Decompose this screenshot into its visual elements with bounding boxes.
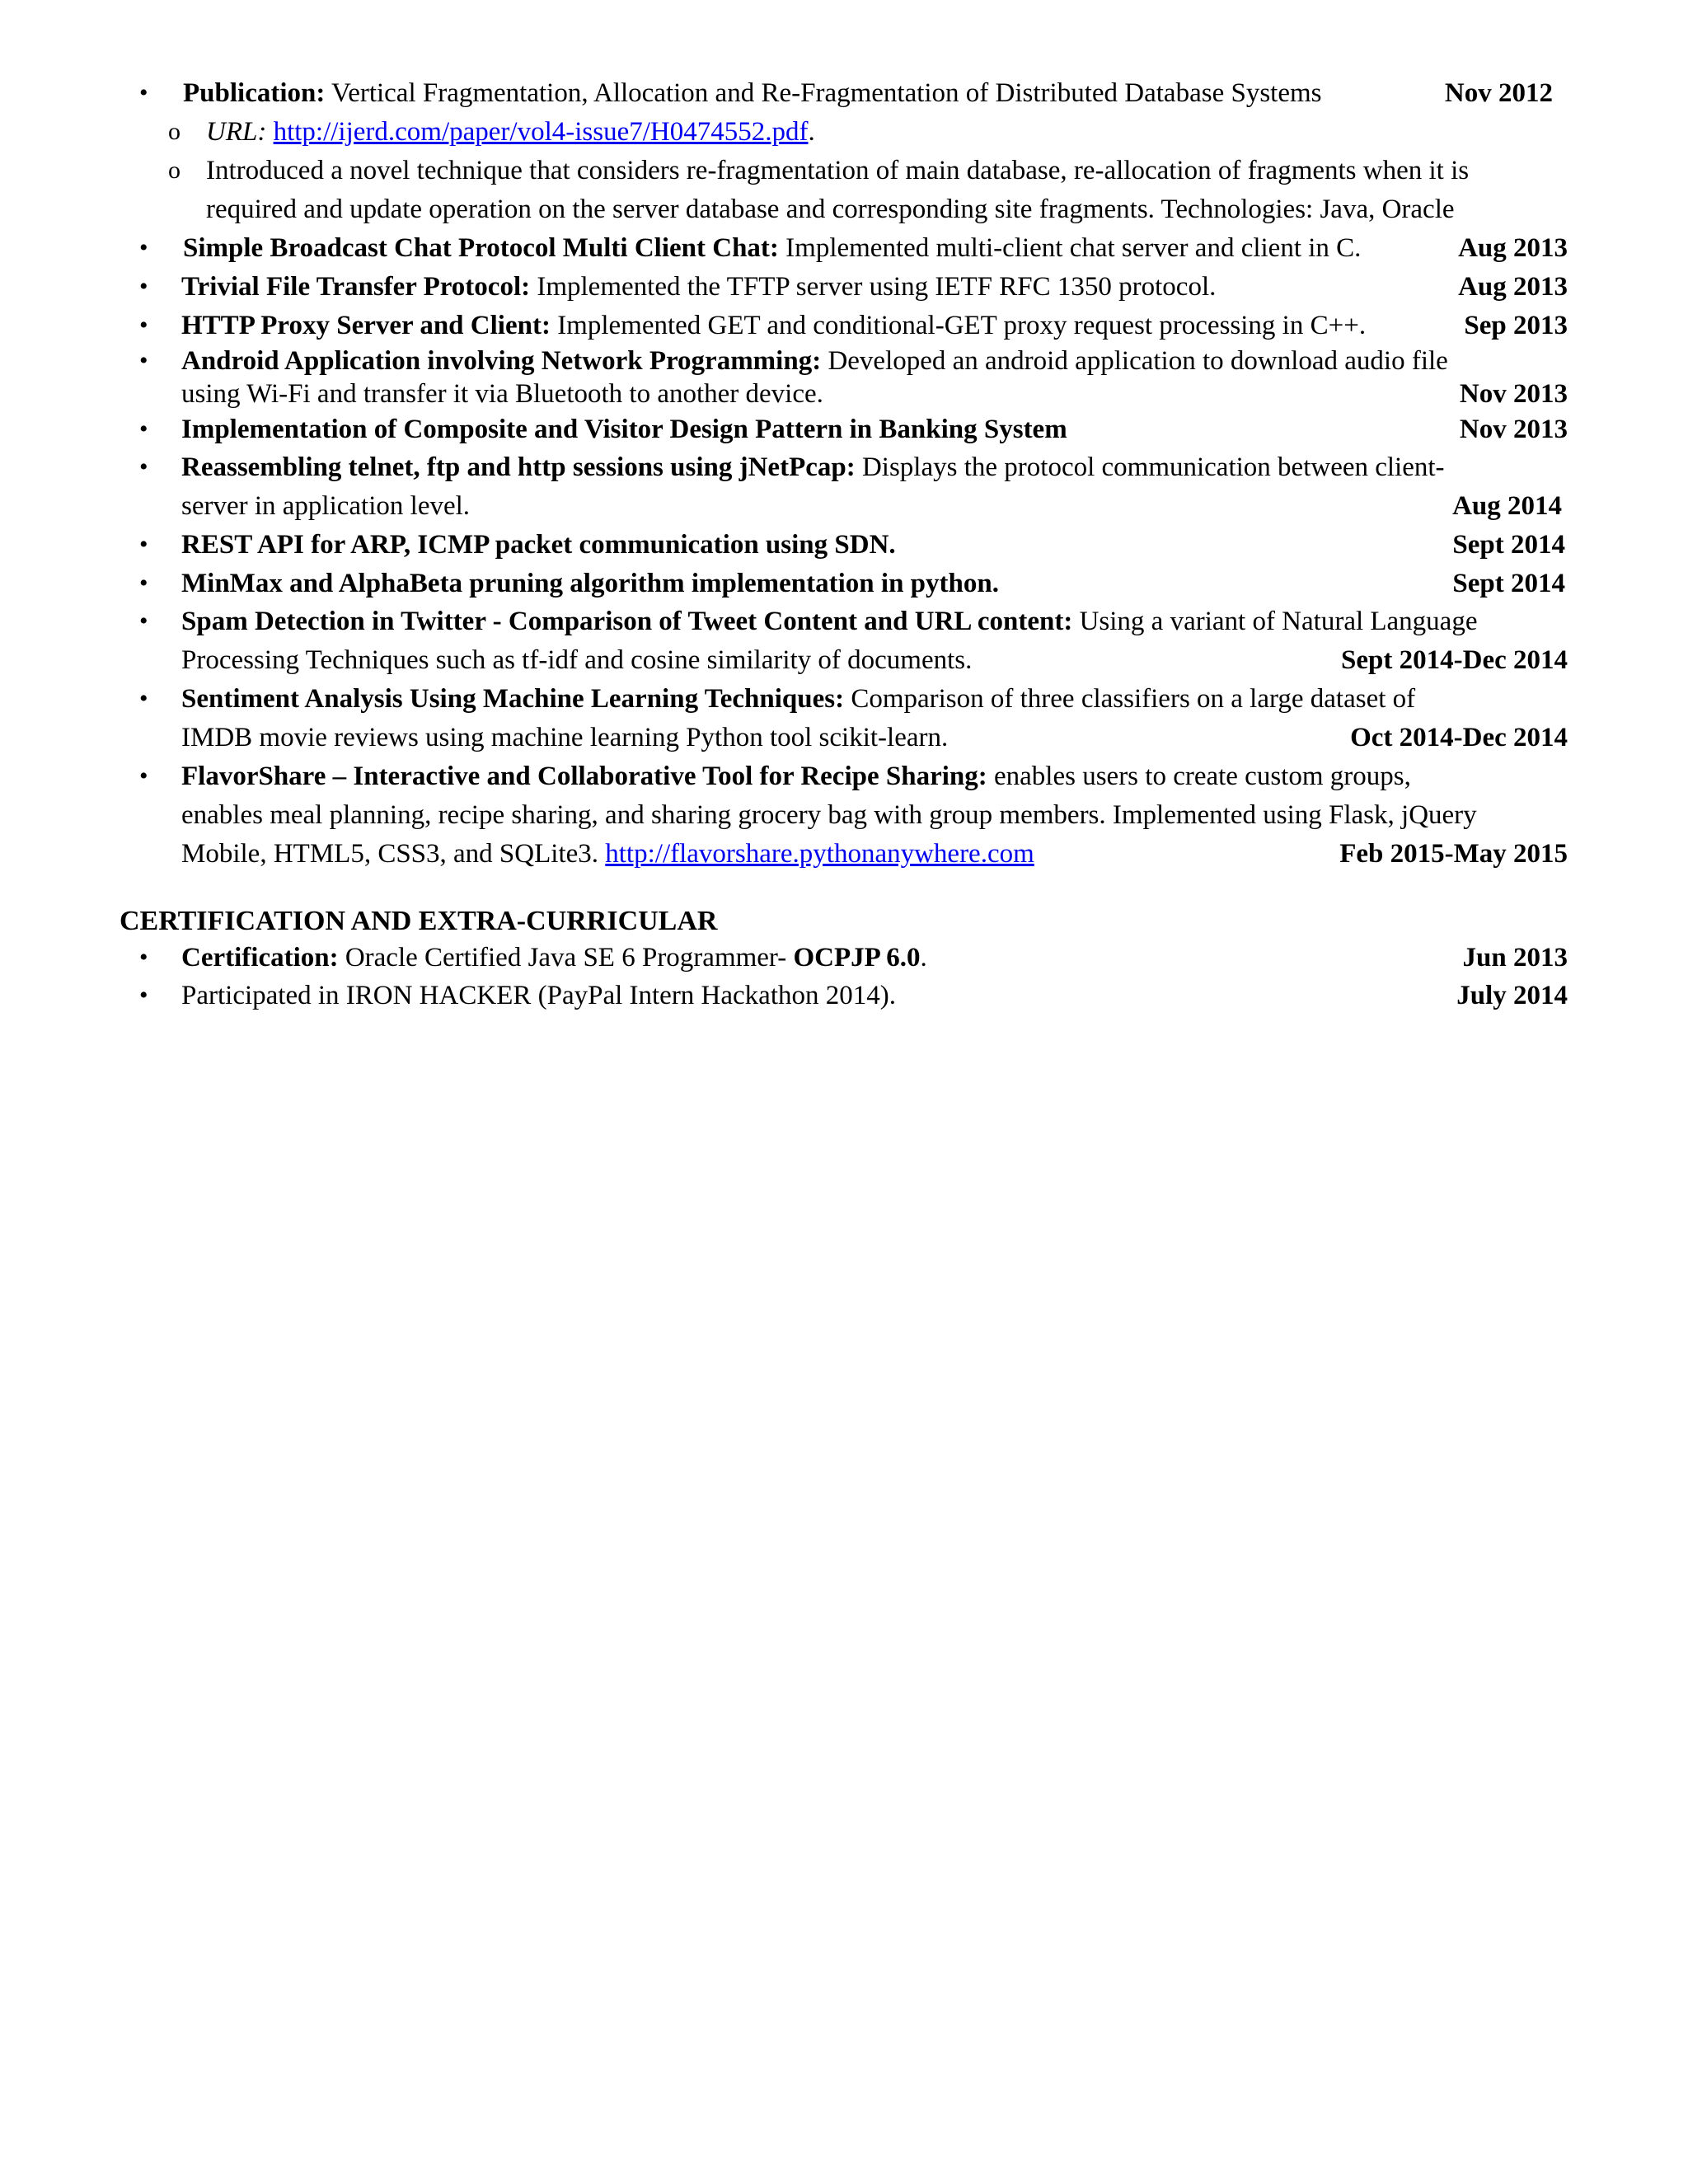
android-desc2: using Wi-Fi and transfer it via Bluetooth to another device. [181,379,823,409]
flavorshare-desc3-wrap [181,835,1034,873]
jnetpcap-item [0,448,1688,486]
bullet: • [139,982,148,1009]
android-desc1: Developed an android application to download audio file [821,346,1448,376]
publication-desc-line2 [0,190,1688,228]
publication-date: Nov 2012 [1444,78,1553,108]
publication-url-line [0,113,1688,151]
chat-date: Aug 2013 [1458,233,1568,263]
minmax-title: MinMax and AlphaBeta pruning algorithm implementation in python. [181,569,999,598]
sub-bullet: o [168,157,181,184]
flavorshare-date: Feb 2015-May 2015 [1339,839,1568,869]
flavorshare-text [181,757,1411,795]
sentiment-desc1: Comparison of three classifiers on a large dataset of [844,684,1416,714]
bullet: • [139,531,148,558]
url-suffix: . [808,117,815,147]
bullet: • [139,762,148,790]
url-label: URL: [206,117,267,147]
certification-desc: Oracle Certified Java SE 6 Programmer- [338,943,794,972]
flavorshare-desc2: enables meal planning, recipe sharing, and sharing grocery bag with group members. Implemented using Flask, jQuery [181,800,1477,830]
certification-text [181,939,927,977]
publication-desc-line1 [0,152,1688,190]
bullet: • [139,234,148,261]
tftp-item [0,268,1688,306]
proxy-desc: Implemented GET and conditional-GET proxy request processing in C++. [550,311,1367,340]
publication-desc2: required and update operation on the server database and corresponding site fragments. Technologies: Java, Oracle [206,194,1455,224]
bullet: • [139,607,148,635]
bullet: • [139,569,148,597]
android-date: Nov 2013 [1459,379,1568,409]
publication-url-text [206,113,815,151]
spam-date: Sept 2014-Dec 2014 [1341,645,1568,675]
tftp-desc: Implemented the TFTP server using IETF RFC 1350 protocol. [530,272,1217,302]
flavorshare-item-line3 [0,835,1688,873]
tftp-title: Trivial File Transfer Protocol: [181,272,531,302]
jnetpcap-date: Aug 2014 [1452,491,1562,521]
certification-label: Certification: [181,943,339,972]
spam-item-line2 [0,641,1688,679]
certification-item [0,939,1688,977]
sdn-item [0,526,1688,564]
sdn-title: REST API for ARP, ICMP packet communication using SDN. [181,530,896,560]
android-item-line2 [0,375,1688,413]
bullet: • [139,312,148,339]
publication-url-link[interactable]: http://ijerd.com/paper/vol4-issue7/H0474552.pdf [273,117,809,147]
spam-title: Spam Detection in Twitter - Comparison of Tweet Content and URL content: [181,607,1073,636]
flavorshare-item-line2 [0,796,1688,834]
certification-code: OCPJP 6.0 [793,943,921,972]
certification-date: Jun 2013 [1462,943,1568,972]
bullet: • [139,79,148,106]
sentiment-item [0,680,1688,718]
bullet: • [139,347,148,374]
publication-title: Vertical Fragmentation, Allocation and Re-Fragmentation of Distributed Database Systems [331,78,1322,108]
bullet: • [139,685,148,712]
flavorshare-title: FlavorShare – Interactive and Collaborative Tool for Recipe Sharing: [181,762,987,791]
bullet: • [139,415,148,443]
bullet: • [139,453,148,480]
sentiment-desc2: IMDB movie reviews using machine learning Python tool scikit-learn. [181,723,949,752]
publication-text [183,74,1322,112]
sentiment-text [181,680,1415,718]
publication-desc1: Introduced a novel technique that considers re-fragmentation of main database, re-allocation of fragments when it is [206,156,1470,185]
bullet: • [139,273,148,300]
flavorshare-desc3: Mobile, HTML5, CSS3, and SQLite3. [181,839,606,869]
certification-heading-line [0,902,1688,940]
certification-suffix: . [920,943,927,972]
minmax-date: Sept 2014 [1452,569,1565,598]
minmax-item [0,565,1688,602]
chat-item [0,229,1688,267]
sdn-date: Sept 2014 [1452,530,1565,560]
jnetpcap-desc2: server in application level. [181,491,471,521]
flavorshare-url-link[interactable]: http://flavorshare.pythonanywhere.com [605,839,1034,869]
spam-item [0,602,1688,640]
spam-text [181,602,1477,640]
jnetpcap-item-line2 [0,487,1688,525]
sentiment-item-line2 [0,719,1688,757]
spam-desc1: Using a variant of Natural Language [1072,607,1478,636]
hackathon-item [0,977,1688,1015]
hackathon-text: Participated in IRON HACKER (PayPal Intern Hackathon 2014). [181,981,896,1010]
jnetpcap-title: Reassembling telnet, ftp and http sessions using jNetPcap: [181,452,856,482]
pattern-date: Nov 2013 [1459,415,1568,444]
flavorshare-item [0,757,1688,795]
publication-label: Publication: [183,78,326,108]
tftp-date: Aug 2013 [1458,272,1568,302]
chat-desc: Implemented multi-client chat server and client in C. [778,233,1362,263]
sentiment-title: Sentiment Analysis Using Machine Learning Techniques: [181,684,845,714]
proxy-item [0,307,1688,344]
sub-bullet: o [168,118,181,145]
jnetpcap-text [181,448,1445,486]
certification-heading: CERTIFICATION AND EXTRA-CURRICULAR [120,906,718,936]
pattern-item [0,410,1688,448]
tftp-text [181,268,1216,306]
flavorshare-desc1: enables users to create custom groups, [987,762,1411,791]
chat-title: Simple Broadcast Chat Protocol Multi Client Chat: [183,233,779,263]
spam-desc2: Processing Techniques such as tf-idf and cosine similarity of documents. [181,645,973,675]
proxy-title: HTTP Proxy Server and Client: [181,311,551,340]
jnetpcap-desc1: Displays the protocol communication between client- [855,452,1445,482]
proxy-date: Sep 2013 [1464,311,1568,340]
pattern-title: Implementation of Composite and Visitor Design Pattern in Banking System [181,415,1067,444]
hackathon-date: July 2014 [1456,981,1568,1010]
proxy-text [181,307,1366,344]
bullet: • [139,944,148,971]
chat-text [183,229,1361,267]
publication-item [0,74,1688,112]
sentiment-date: Oct 2014-Dec 2014 [1350,723,1568,752]
android-title: Android Application involving Network Programming: [181,346,822,376]
